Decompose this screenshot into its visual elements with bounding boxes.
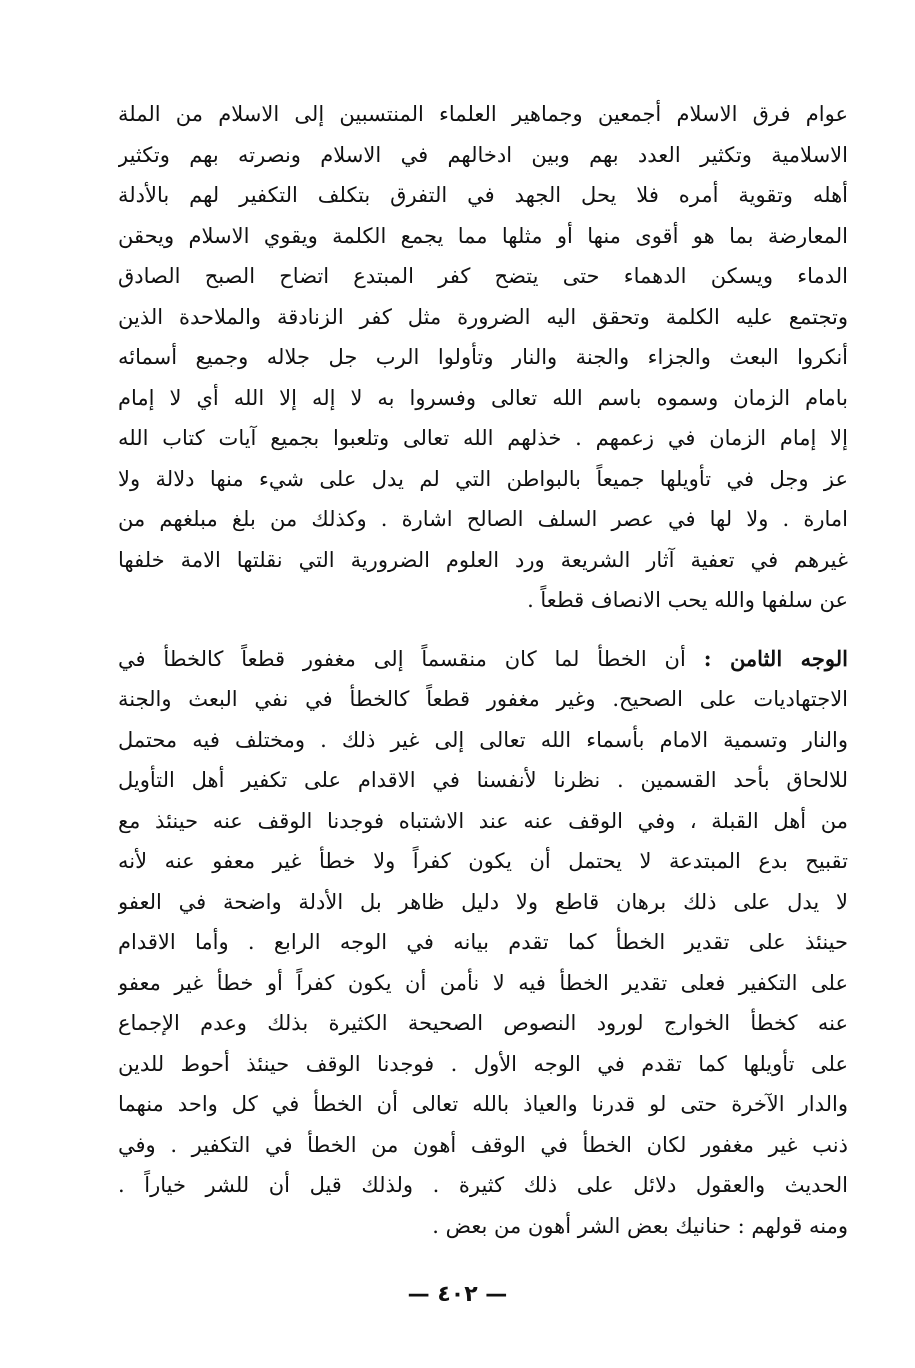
text-line: الاسلامية وتكثير العدد بهم وبين ادخالهم في الاسلام ونصرته بهم وتكثير: [118, 142, 848, 167]
text-line: الدماء ويسكن الدهماء حتى يتضح كفر المبتدع اتضاح الصبح الصادق: [118, 264, 848, 288]
text-line: أهله وتقوية أمره فلا يحل الجهد في التفرق بتكلف التكفير لهم بالأدلة: [118, 183, 848, 207]
text-line: الحديث والعقول دلائل على ذلك كثيرة . ولذلك قيل أن للشر خياراً .: [118, 1173, 848, 1197]
text-line: ومنه قولهم : حنانيك بعض الشر أهون من بعض .: [432, 1213, 848, 1238]
text-line: عوام فرق الاسلام أجمعين وجماهير العلماء المنتسبين إلى الاسلام من الملة: [118, 102, 848, 126]
text-line: المعارضة بما هو أقوى منها أو مثلها مما يجمع الكلمة ويقوي الاسلام ويحقن: [118, 223, 848, 248]
text-line: تقبيح بدع المبتدعة لا يحتمل أن يكون كفراً ولا خطأ غير معفو عنه لأنه: [118, 849, 848, 873]
text-line: من أهل القبلة ، وفي الوقف عنه عند الاشتباه فوجدنا الوقف عنه حينئذ مع: [118, 808, 848, 833]
text-line: والنار وتسمية الامام بأسماء الله تعالى إلى غير ذلك . ومختلف فيه محتمل: [118, 727, 848, 752]
text-line: عنه كخطأ الخوارج لورود النصوص الصحيحة الكثيرة بذلك وعدم الإجماع: [118, 1011, 848, 1035]
text-line: بامام الزمان وسموه باسم الله تعالى وفسروا به لا إله إلا الله أي لا إمام: [118, 385, 848, 410]
text-line: حينئذ على تقدير الخطأ كما تقدم بيانه في الوجه الرابع . وأما الاقدام: [118, 930, 848, 954]
document-body: [118, 94, 848, 1246]
page-number: — ٤٠٢ —: [407, 1282, 508, 1307]
text-line: امارة . ولا لها في عصر السلف الصالح اشارة . وكذلك من بلغ مبلغهم من: [118, 507, 848, 531]
text-line: ذنب غير مغفور لكان الخطأ في الوقف أهون من الخطأ في التكفير . وفي: [118, 1132, 848, 1157]
paragraph-1: [118, 94, 848, 621]
text-line: وتجتمع عليه الكلمة وتحقق اليه الضرورة مثل كفر الزنادقة والملاحدة الذين: [118, 304, 848, 329]
paragraph-2: [118, 639, 848, 1247]
text-line: غيرهم في تعفية آثار الشريعة ورد العلوم الضرورية التي نقلتها الامة خلفها: [118, 547, 848, 572]
text-line: الاجتهاديات على الصحيح. وغير مغفور قطعاً كالخطأ في نفي البعث والجنة: [118, 687, 848, 711]
text-line: على تأويلها كما تقدم في الوجه الأول . فوجدنا الوقف حينئذ أحوط للدين: [118, 1051, 848, 1076]
section-heading: الوجه الثامن :: [703, 645, 848, 671]
text-line: أنكروا البعث والجزاء والجنة والنار وتأولوا الرب جل جلاله وجميع أسمائه: [118, 345, 848, 369]
text-line-with-heading: [118, 639, 848, 680]
text-line: إلا إمام الزمان في زعمهم . خذلهم الله تعالى وتلعبوا بجميع آيات كتاب الله: [118, 426, 848, 450]
text-line: عن سلفها والله يحب الانصاف قطعاً .: [527, 588, 848, 612]
text-line: على التكفير فعلى تقدير الخطأ فيه لا نأمن أن يكون كفراً أو خطأ غير معفو: [118, 970, 848, 995]
text-line: والدار الآخرة حتى لو قدرنا والعياذ بالله تعالى أن الخطأ في كل واحد منهما: [118, 1092, 848, 1116]
text-line: عز وجل في تأويلها جميعاً بالبواطن التي لم يدل على شيء منها دلالة ولا: [118, 466, 848, 491]
text-line: للالحاق بأحد القسمين . نظرنا لأنفسنا في الاقدام على تكفير أهل التأويل: [118, 768, 848, 792]
paragraph-gap: [118, 621, 848, 639]
text-line: لا يدل على ذلك برهان قاطع ولا دليل ظاهر بل الأدلة واضحة في العفو: [118, 889, 848, 914]
text-run: أن الخطأ لما كان منقسماً إلى مغفور قطعاً كالخطأ في: [118, 646, 686, 671]
